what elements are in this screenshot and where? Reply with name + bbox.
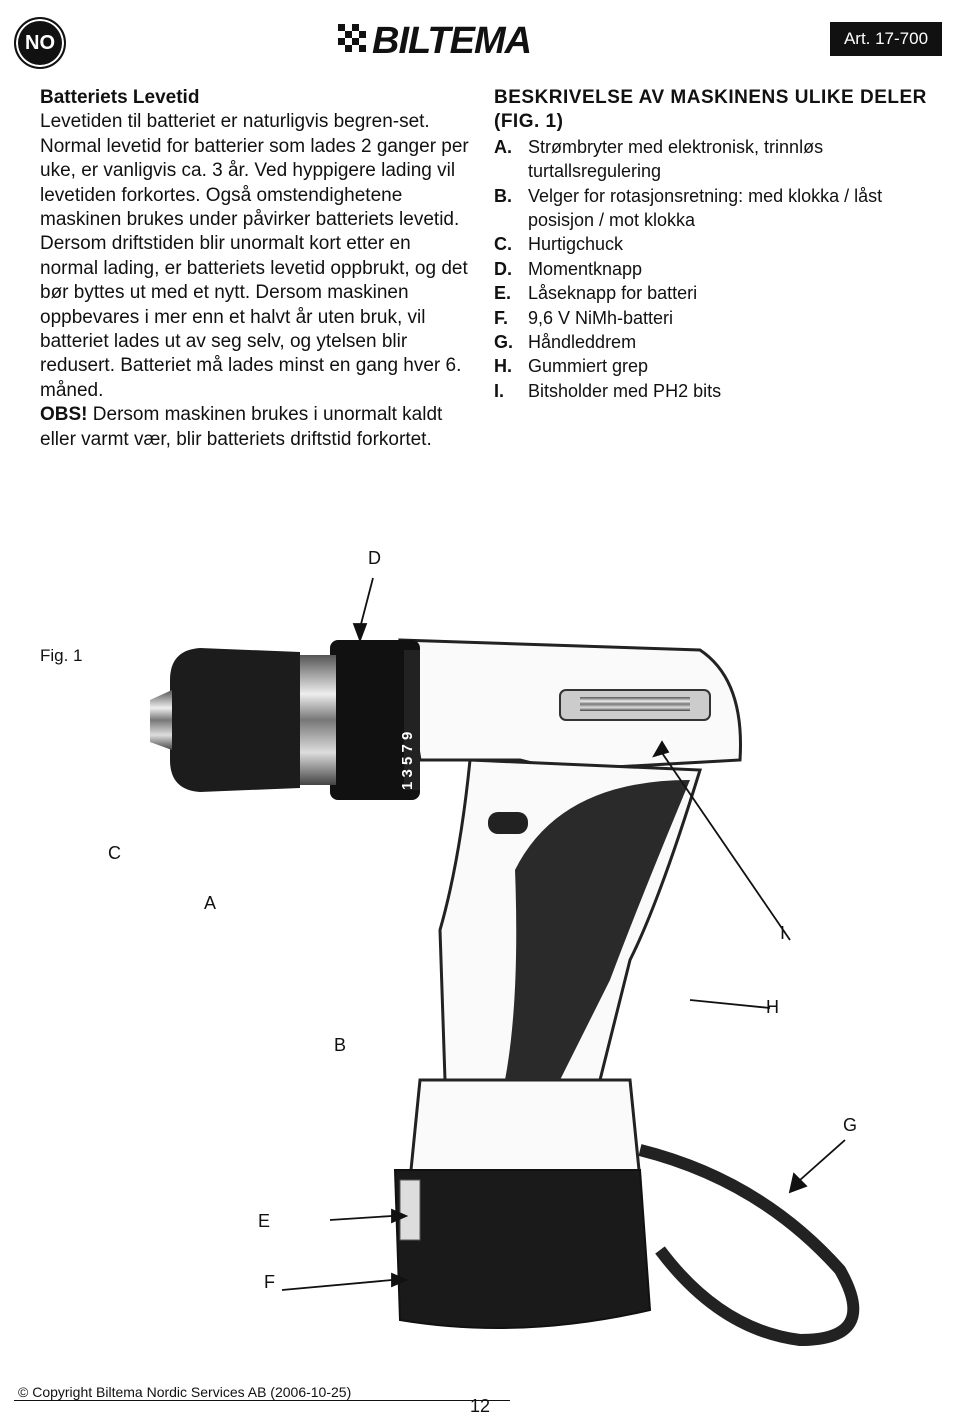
part-letter: E. — [494, 283, 512, 304]
part-text: Håndleddrem — [528, 332, 637, 353]
page-number: 12 — [470, 1396, 491, 1416]
copyright-notice: © Copyright Biltema Nordic Services AB (2006-10-25) — [18, 1384, 352, 1400]
article-number — [830, 22, 942, 56]
list-item — [494, 232, 934, 256]
part-text: Strømbryter med elektronisk, trinnløs turtallsregulering — [528, 136, 824, 182]
list-item — [494, 306, 934, 330]
callout-h: H — [766, 997, 779, 1017]
list-item — [494, 257, 934, 281]
part-letter: B. — [494, 185, 512, 206]
biltema-logo — [338, 20, 622, 56]
callout-e: E — [258, 1211, 271, 1231]
chrome-ring — [296, 655, 336, 785]
callout-g: G — [843, 1115, 858, 1135]
torque-scale: 1 3 5 7 9 — [399, 731, 416, 790]
obs-label: OBS! — [40, 404, 88, 426]
trigger-switch — [488, 812, 528, 834]
parts-description-title: BESKRIVELSE AV MASKINENS ULIKE DELER (FIG. 1) — [494, 87, 927, 133]
part-letter: A. — [494, 136, 512, 157]
part-text: Velger for rotasjonsretning: med klokka / låst posisjon / mot klokka — [528, 185, 883, 231]
list-item — [494, 135, 934, 184]
list-item — [494, 330, 934, 354]
obs-note — [40, 403, 470, 452]
battery-pack — [395, 1170, 650, 1328]
svg-text:BILTEMA: BILTEMA — [372, 20, 532, 56]
callout-f: F — [264, 1272, 275, 1292]
part-letter: I. — [494, 380, 505, 401]
part-text: Gummiert grep — [528, 356, 649, 377]
callout-a: A — [204, 893, 217, 913]
callout-c: C — [108, 843, 121, 863]
footer-divider — [14, 1400, 510, 1401]
battery-lifetime-section — [40, 86, 470, 452]
battery-lifetime-body: Levetiden til batteriet er naturligvis begren-set. Normal levetid for batterier som lades 2 ganger per uke, er vanligvis ca. 3 år. Ved hyppigere lading vil levetiden forkortes. Også omstendighetene maskinen brukes under påvirker batteriets levetid. Dersom driftstiden blir unormalt kort etter en normal lading, er batteriets levetid oppbrukt, og det bør byttes ut med et nytt. Dersom maskinen oppbevares i mer enn et halvt år uten bruk, vil batteriet lades ut av seg selv, og ytelsen blir redusert. Batteriet må lades minst en gang hver 6. måned. — [40, 111, 469, 401]
part-text: Hurtigchuck — [528, 234, 624, 255]
part-letter: H. — [494, 356, 512, 377]
part-letter: C. — [494, 234, 512, 255]
callout-d: D — [368, 548, 381, 568]
drill-illustration — [0, 540, 960, 1360]
list-item — [494, 281, 934, 305]
article-number-text: Art. 17-700 — [843, 29, 929, 48]
parts-description-section — [494, 86, 934, 403]
part-text: 9,6 V NiMh-batteri — [528, 307, 674, 328]
part-letter: G. — [494, 332, 514, 353]
part-text: Låseknapp for batteri — [528, 283, 698, 304]
list-item — [494, 379, 934, 403]
list-item — [494, 184, 934, 233]
wrist-strap — [640, 1150, 853, 1340]
part-letter: F. — [494, 307, 509, 328]
part-text: Momentknapp — [528, 258, 643, 279]
part-text: Bitsholder med PH2 bits — [528, 380, 722, 401]
callout-i: I — [780, 923, 786, 943]
language-code: NO — [25, 31, 55, 54]
keyless-chuck — [170, 648, 300, 792]
list-item — [494, 354, 934, 378]
language-badge — [14, 17, 66, 69]
part-letter: D. — [494, 258, 512, 279]
parts-list — [494, 135, 934, 403]
obs-text: Dersom maskinen brukes i unormalt kaldt eller varmt vær, blir batteriets driftstid forkortet. — [40, 404, 443, 450]
figure-label: Fig. 1 — [40, 646, 83, 665]
battery-lifetime-title: Batteriets Levetid — [40, 87, 200, 108]
callout-b: B — [334, 1035, 347, 1055]
